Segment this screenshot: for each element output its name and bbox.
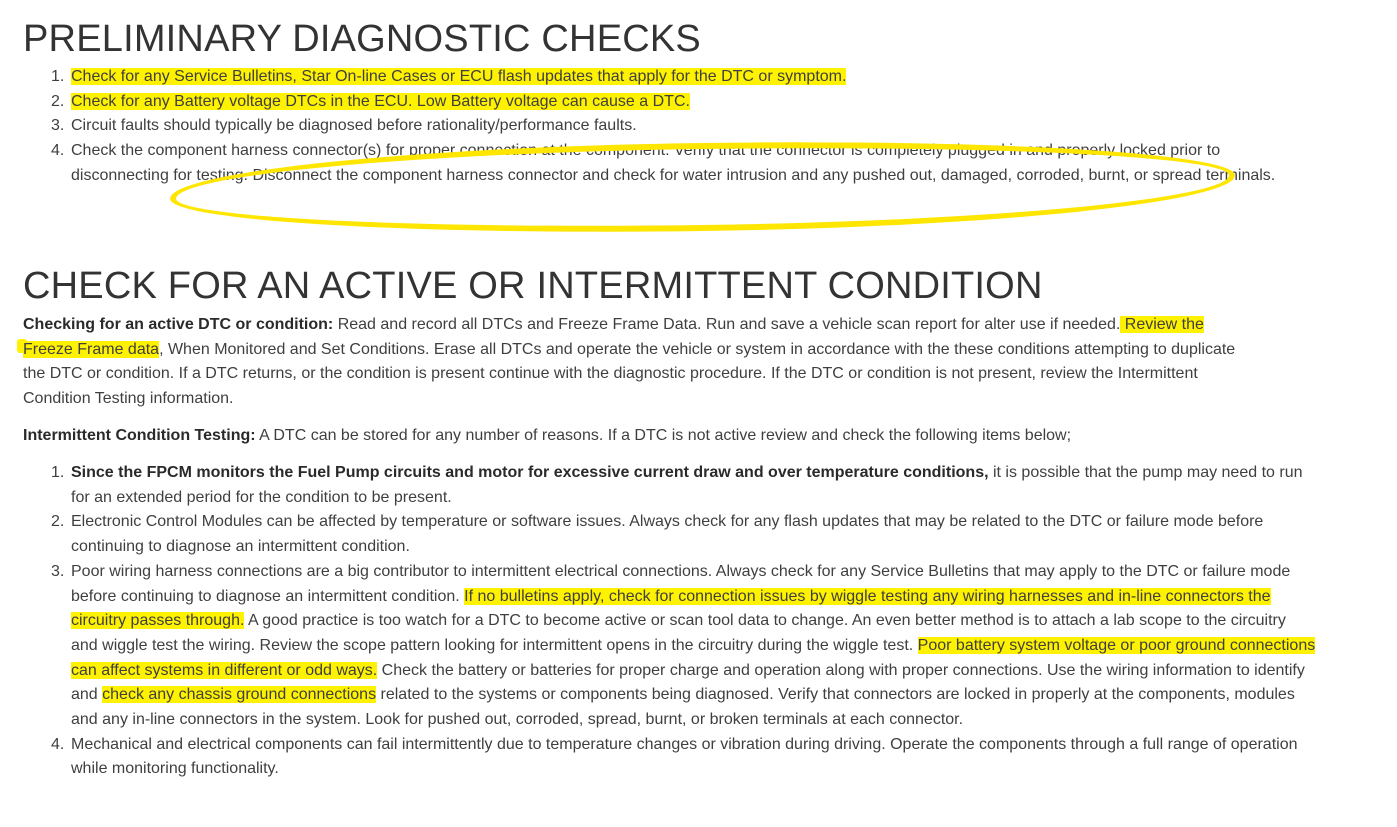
list-item xyxy=(71,90,1306,115)
list-item: Circuit faults should typically be diagnosed before rationality/performance faults. xyxy=(71,117,637,135)
highlighted-text: check any chassis ground connections xyxy=(102,686,377,704)
list-item xyxy=(71,65,1306,90)
highlighted-text: Poor battery system voltage or poor ground connections can affect systems in different or odd ways. xyxy=(71,636,1316,679)
list-item: Check the component harness connector(s) for proper connection at the component. Verify that the connector is completely plugged in and properly locked prior to disconnecting for testing. Disconnect the component harness connector and check for water intrusion and any pushed out, damaged, corroded, burnt, or spread terminals. xyxy=(71,142,1276,184)
intermittent-testing-paragraph: Intermittent Condition Testing: A DTC can be stored for any number of reasons. If a DTC is not active review and check the following items below; xyxy=(23,427,1072,444)
highlighted-text: Check for any Service Bulletins, Star On-line Cases or ECU flash updates that apply for the DTC or symptom. xyxy=(71,68,847,85)
preliminary-checks-list xyxy=(0,65,1306,189)
list-item: Poor wiring harness connections are a big contributor to intermittent electrical connections. Always check for any Service Bulletins that may apply to the DTC or failure mode before continuing to diagnose an intermittent condition. If no bulletins apply, check for connection issues by wiggle testing any wiring harnesses and in-line connectors the circuitry passes through. A good practice is too watch for a DTC to become active or scan tool data to change. An even better method is to attach a lab scope to the circuitry and wiggle test the wiring. Review the scope pattern looking for intermittent opens in the circuitry during the wiggle test. Poor battery system voltage or poor ground connections can affect systems in different or odd ways. Check the battery or batteries for proper charge and operation along with proper connections. Use the wiring information to identify and check any chassis ground connections related to the systems or components being diagnosed. Verify that connectors are locked in properly at the components, modules and any in-line connectors in the system. Look for pushed out, corroded, spread, burnt, or broken terminals at each connector. xyxy=(71,562,1316,729)
list-item: Mechanical and electrical components can fail intermittently due to temperature changes or vibration during driving. Operate the components through a full range of operation while monitoring functionality. xyxy=(71,735,1298,778)
section-title-preliminary: PRELIMINARY DIAGNOSTIC CHECKS xyxy=(23,18,701,60)
highlighted-text: If no bulletins apply, check for connection issues by wiggle testing any wiring harnesses and in-line connectors the circuitry passes through. xyxy=(71,587,1271,630)
list-item: Electronic Control Modules can be affected by temperature or software issues. Always check for any flash updates that may be related to the DTC or failure mode before continuing to diagnose an intermittent condition. xyxy=(71,513,1264,556)
paragraph-label: Intermittent Condition Testing: xyxy=(23,427,256,444)
highlighted-text: Check for any Battery voltage DTCs in the ECU. Low Battery voltage can cause a DTC. xyxy=(71,92,690,110)
section-title-active-intermittent: CHECK FOR AN ACTIVE OR INTERMITTENT CONDITION xyxy=(23,265,1043,307)
intermittent-checks-list xyxy=(0,461,1316,782)
active-dtc-paragraph: Checking for an active DTC or condition: Read and record all DTCs and Freeze Frame Data. Run and save a vehicle scan report for alter use if needed. Review the Freeze Frame data, When Monitored and Set Conditions. Erase all DTCs and operate the vehicle or system in accordance with the these conditions attempting to duplicate the DTC or condition. If a DTC returns, or the condition is present continue with the diagnostic procedure. If the DTC or condition is not present, review the Intermittent Condition Testing information. xyxy=(23,316,1236,408)
highlighted-text: Review the Freeze Frame data xyxy=(23,316,1204,358)
paragraph-label: Checking for an active DTC or condition: xyxy=(23,316,334,333)
list-item: Since the FPCM monitors the Fuel Pump circuits and motor for excessive current draw and over temperature conditions, it is possible that the pump may need to run for an extended period for the condition to be present. xyxy=(71,464,1303,506)
